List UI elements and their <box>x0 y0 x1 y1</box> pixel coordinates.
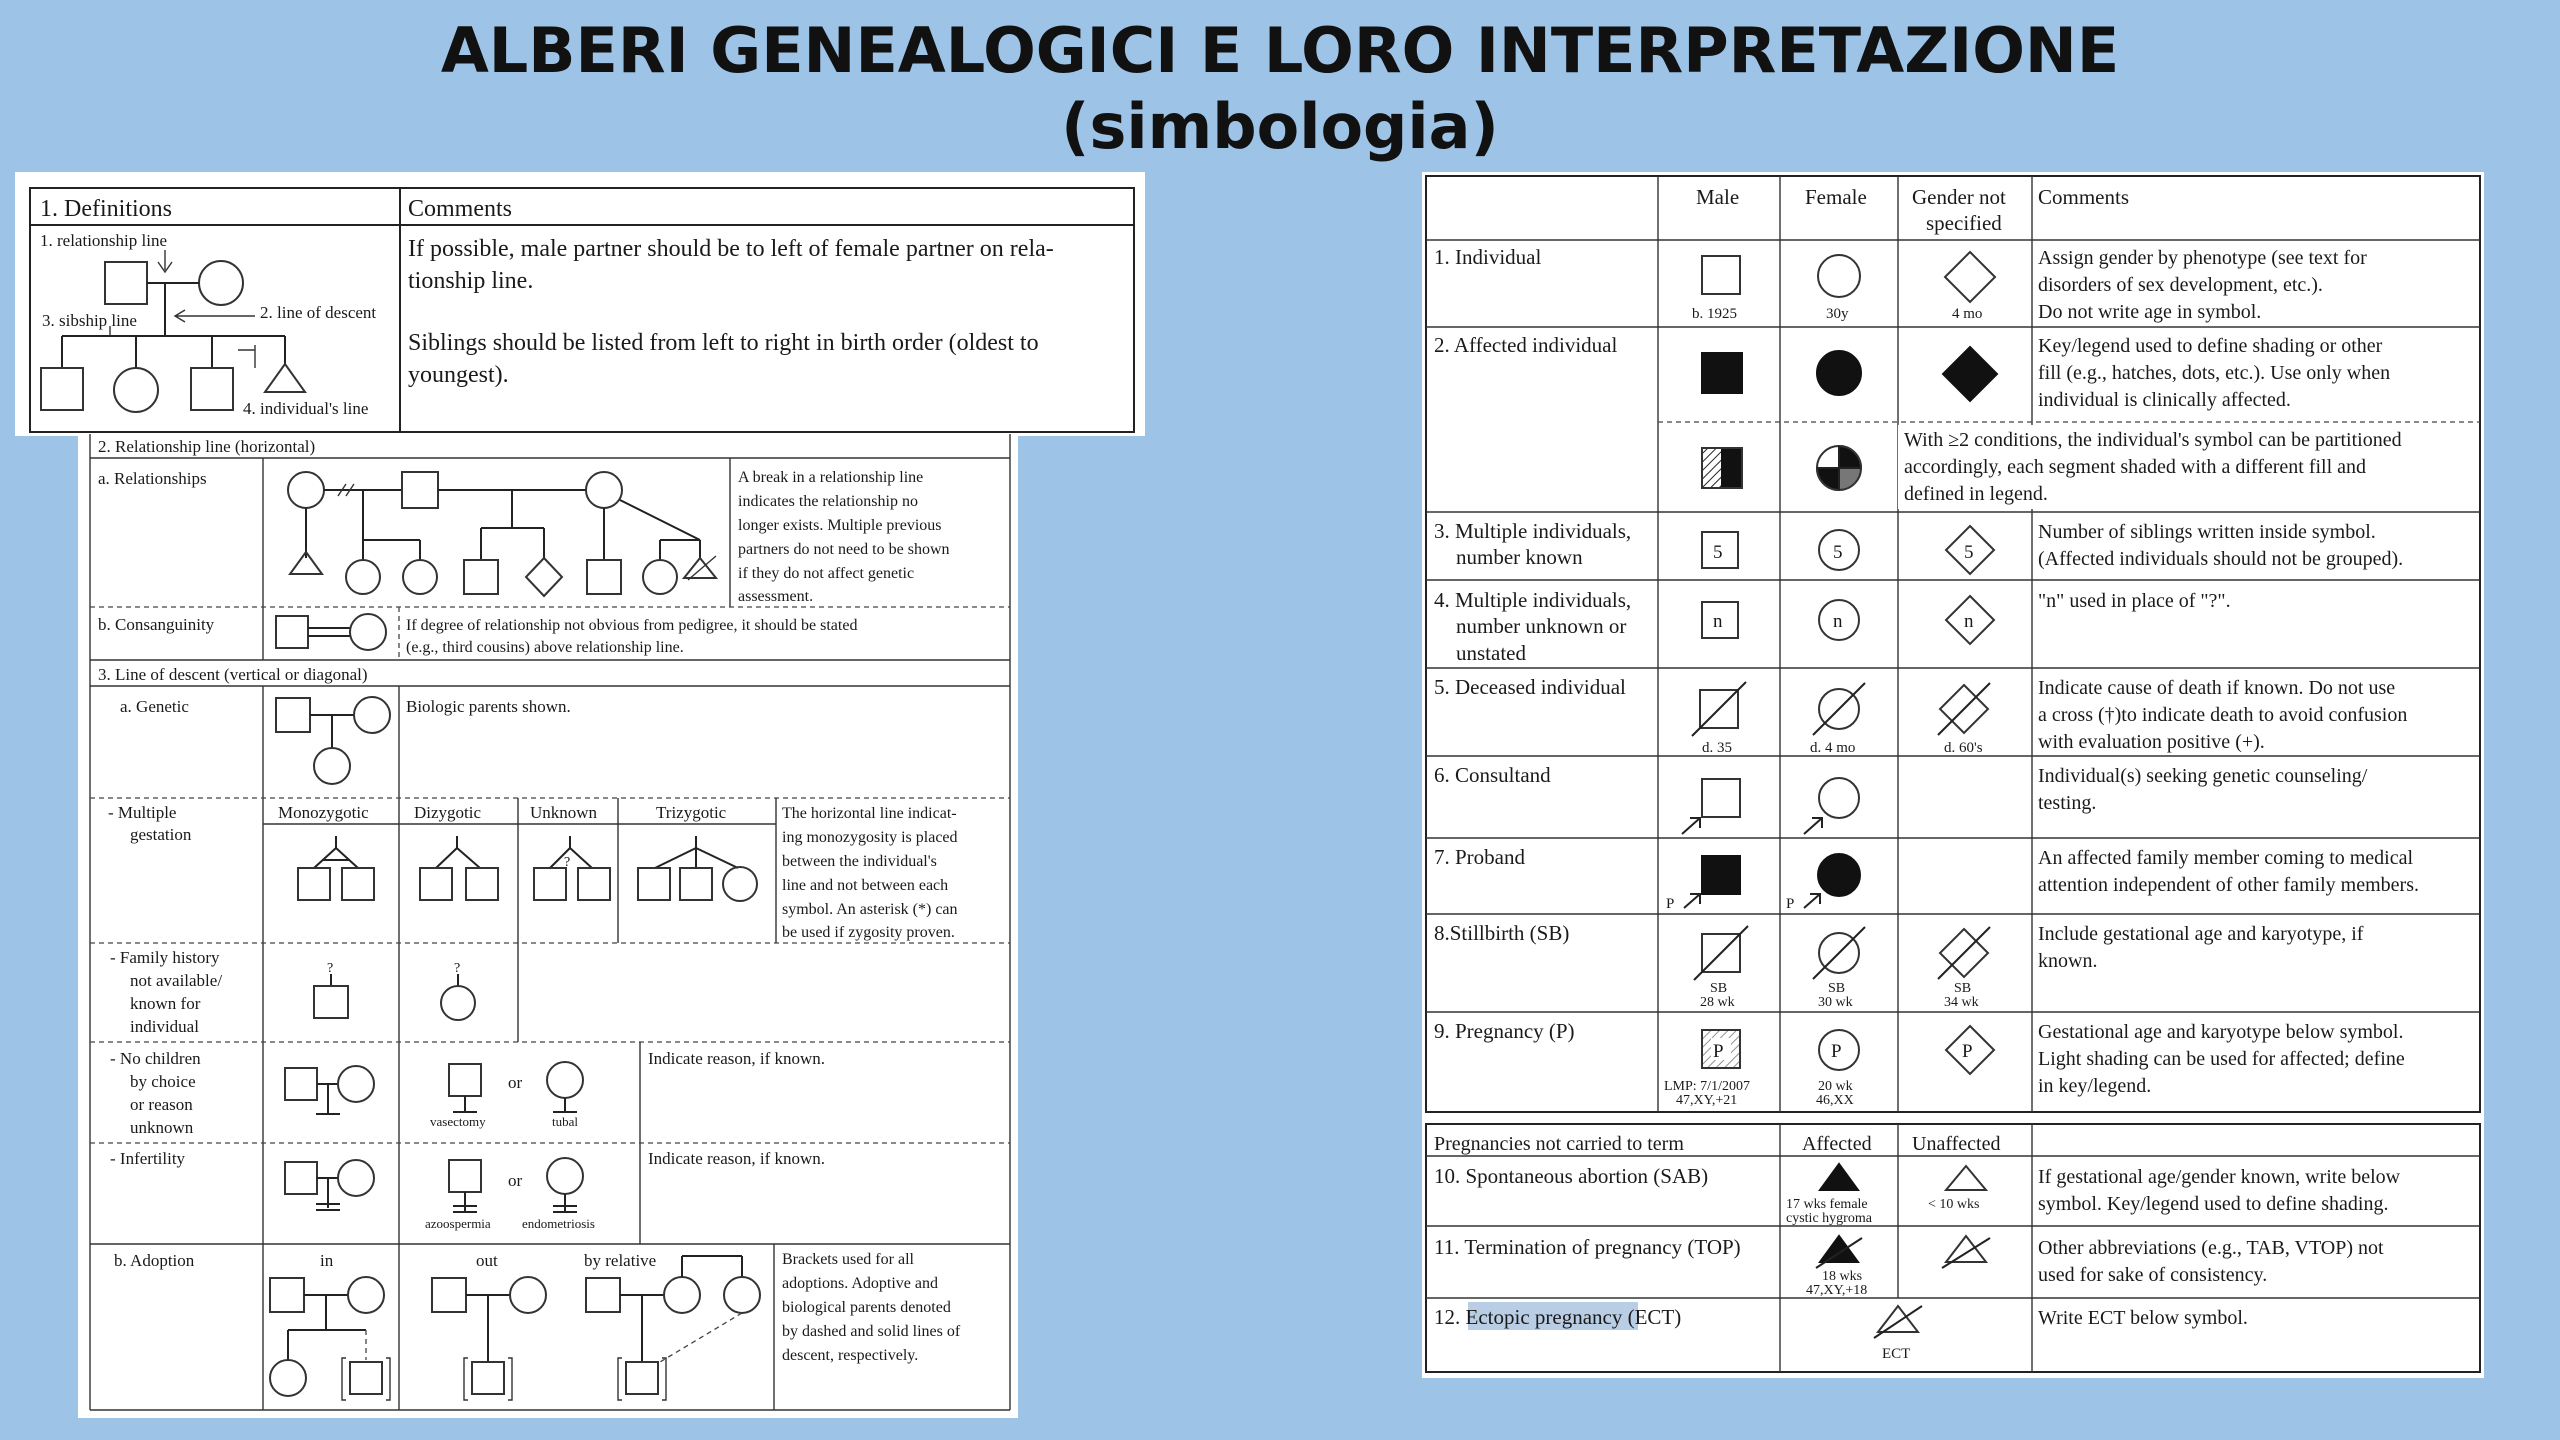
def-comment-4: youngest). <box>408 362 509 388</box>
male-header: Male <box>1696 185 1740 209</box>
r11-comment-1: Other abbreviations (e.g., TAB, VTOP) not <box>2038 1237 2384 1259</box>
def-comment-2: tionship line. <box>408 268 534 294</box>
deceased-gns-age: d. 60's <box>1944 740 1983 756</box>
r8-comment-1: Include gestational age and karyotype, if <box>2038 923 2364 945</box>
consultand-label: 6. Consultand <box>1434 763 1551 787</box>
rel-comment-2: indicates the relationship no <box>738 493 918 510</box>
nochildren-comment: Indicate reason, if known. <box>648 1049 826 1068</box>
r1-comment-3: Do not write age in symbol. <box>2038 301 2262 323</box>
relationships-label: a. Relationships <box>98 469 207 488</box>
r3-comment-1: Number of siblings written inside symbol. <box>2038 521 2376 543</box>
r1-comment-1: Assign gender by phenotype (see text for <box>2038 247 2367 269</box>
multiple-unknown-label-1: 4. Multiple individuals, <box>1434 588 1632 612</box>
pregnancy-label: 9. Pregnancy (P) <box>1434 1019 1575 1043</box>
rel-comment-4: partners do not need to be shown <box>738 541 950 558</box>
adopt-in-header: in <box>320 1251 334 1270</box>
r8-comment-2: known. <box>2038 950 2098 972</box>
unaffected-header: Unaffected <box>1912 1133 2001 1155</box>
definitions-header: 1. Definitions <box>40 196 172 222</box>
sab-label: 10. Spontaneous abortion (SAB) <box>1434 1164 1709 1188</box>
r4-comment-1: "n" used in place of "?". <box>2038 590 2231 612</box>
proband-p-female: P <box>1786 896 1795 912</box>
adoption-label: b. Adoption <box>114 1251 195 1270</box>
mult-comment-1: The horizontal line indicat- <box>782 805 957 822</box>
preg-male-1: LMP: 7/1/2007 <box>1664 1079 1750 1094</box>
ect-label <box>1434 1305 1681 1329</box>
individual-female-age: 30y <box>1826 306 1849 322</box>
rel-comment-6: assessment. <box>738 588 814 605</box>
rel-comment-5: if they do not affect genetic <box>738 565 915 582</box>
monozygotic-header: Monozygotic <box>278 803 369 822</box>
nochildren-label-4: unknown <box>130 1118 194 1137</box>
individual-gns-age: 4 mo <box>1952 306 1983 322</box>
cons-comment-2: (e.g., third cousins) above relationship line. <box>406 639 684 656</box>
comments-header-right: Comments <box>2038 185 2130 209</box>
adopt-byrel-header: by relative <box>584 1251 657 1270</box>
top-affected-2: 47,XY,+18 <box>1806 1283 1868 1298</box>
unknown-header: Unknown <box>530 803 598 822</box>
ect-symbol-label: ECT <box>1882 1346 1911 1362</box>
multiple-known-label-1: 3. Multiple individuals, <box>1434 519 1632 543</box>
r3-count-gns: 5 <box>1964 542 1974 563</box>
label-line-of-descent: 2. line of descent <box>260 303 377 322</box>
label-relationship-line: 1. relationship line <box>40 231 168 250</box>
rel-comment-3: longer exists. Multiple previous <box>738 517 942 534</box>
sab-unaffected: < 10 wks <box>1928 1197 1980 1212</box>
r2-comment-1: Key/legend used to define shading or other <box>2038 335 2383 357</box>
preg-female-2: 46,XX <box>1816 1093 1854 1108</box>
r2b-comment-2: accordingly, each segment shaded with a different fill and <box>1904 456 2367 478</box>
multiple-label-1: - Multiple <box>108 803 177 822</box>
sb-male-1: SB <box>1710 981 1728 996</box>
title-line-1: ALBERI GENEALOGICI E LORO INTERPRETAZIONE <box>440 14 2120 87</box>
r7-comment-2: attention independent of other family members. <box>2038 874 2419 896</box>
adopt-comment-2: adoptions. Adoptive and <box>782 1275 938 1292</box>
r2b-comment-3: defined in legend. <box>1904 483 2048 505</box>
r4-count-gns: n <box>1964 611 1974 632</box>
r6-comment-2: testing. <box>2038 792 2097 814</box>
r3-comment-2: (Affected individuals should not be grouped). <box>2038 548 2404 570</box>
mult-comment-3: between the individual's <box>782 853 937 870</box>
infertility-label: - Infertility <box>110 1149 186 1168</box>
nochildren-label-1: - No children <box>110 1049 201 1068</box>
adopt-comment-1: Brackets used for all <box>782 1251 914 1268</box>
ect-label-highlight: Ectopic pregnancy <box>1465 1305 1623 1329</box>
comments-header: Comments <box>408 196 513 222</box>
pregnancies-not-to-term-table <box>1426 1124 2480 1372</box>
r4-count-male: n <box>1713 611 1723 632</box>
top-affected-1: 18 wks <box>1822 1269 1863 1284</box>
r2-comment-2: fill (e.g., hatches, dots, etc.). Use only when <box>2038 362 2391 384</box>
deceased-male-age: d. 35 <box>1702 740 1732 756</box>
adopt-out-header: out <box>476 1251 498 1270</box>
stillbirth-label: 8.Stillbirth (SB) <box>1434 921 1570 945</box>
r10-comment-1: If gestational age/gender known, write below <box>2038 1166 2401 1188</box>
def-comment-3: Siblings should be listed from left to right in birth order (oldest to <box>408 330 1039 356</box>
sab-affected-2: cystic hygroma <box>1786 1211 1872 1226</box>
sec3-heading: 3. Line of descent (vertical or diagonal) <box>98 665 368 684</box>
sb-gns-2: 34 wk <box>1944 995 1979 1010</box>
multiple-label-2: gestation <box>130 825 192 844</box>
endometriosis-label: endometriosis <box>522 1216 595 1231</box>
r9-comment-2: Light shading can be used for affected; define <box>2038 1048 2405 1070</box>
top-label: 11. Termination of pregnancy (TOP) <box>1434 1235 1741 1259</box>
deceased-label: 5. Deceased individual <box>1434 675 1626 699</box>
ect-label-prefix: 12. <box>1434 1305 1466 1329</box>
pregnancies-header: Pregnancies not carried to term <box>1434 1133 1684 1155</box>
female-header: Female <box>1805 185 1867 209</box>
proband-p-male: P <box>1666 896 1675 912</box>
r2b-comment-1: With ≥2 conditions, the individual's symbol can be partitioned <box>1904 429 2402 451</box>
mult-comment-2: ing monozygosity is placed <box>782 829 958 846</box>
or-text-2: or <box>508 1171 523 1190</box>
famhist-label-2: not available/ <box>130 971 223 990</box>
ect-label-suffix: (ECT) <box>1622 1305 1682 1329</box>
deceased-female-age: d. 4 mo <box>1810 740 1856 756</box>
affected-label: 2. Affected individual <box>1434 333 1618 357</box>
sb-male-2: 28 wk <box>1700 995 1735 1010</box>
preg-male-2: 47,XY,+21 <box>1676 1093 1738 1108</box>
genetic-comment: Biologic parents shown. <box>406 697 571 716</box>
trizygotic-header: Trizygotic <box>656 803 727 822</box>
proband-label: 7. Proband <box>1434 845 1525 869</box>
famhist-label-4: individual <box>130 1017 199 1036</box>
r5-comment-1: Indicate cause of death if known. Do not use <box>2038 677 2396 699</box>
title-line-2: (simbologia) <box>1061 90 1499 163</box>
gender-not-specified-header-2: specified <box>1926 211 2002 235</box>
r7-comment-1: An affected family member coming to medical <box>2038 847 2414 869</box>
label-sibship-line: 3. sibship line <box>42 311 137 330</box>
tubal-label: tubal <box>552 1114 578 1129</box>
azoospermia-label: azoospermia <box>425 1216 491 1231</box>
label-individual-line: 4. individual's line <box>243 399 369 418</box>
preg-female-1: 20 wk <box>1818 1079 1853 1094</box>
fam-question-mark-1: ? <box>327 961 334 976</box>
multiple-unknown-label-2: number unknown or <box>1456 614 1627 638</box>
sb-female-2: 30 wk <box>1818 995 1853 1010</box>
r12-comment-1: Write ECT below symbol. <box>2038 1307 2248 1329</box>
sb-female-1: SB <box>1828 981 1846 996</box>
dizygotic-header: Dizygotic <box>414 803 482 822</box>
sb-gns-1: SB <box>1954 981 1972 996</box>
r5-comment-2: a cross (†)to indicate death to avoid confusion <box>2038 704 2408 726</box>
adopt-comment-5: descent, respectively. <box>782 1347 919 1364</box>
r3-count-male: 5 <box>1713 542 1723 563</box>
mult-comment-4: line and not between each <box>782 877 949 894</box>
genetic-label: a. Genetic <box>120 697 189 716</box>
r10-comment-2: symbol. Key/legend used to define shading. <box>2038 1193 2389 1215</box>
preg-p-gns: P <box>1962 1041 1973 1062</box>
individual-label: 1. Individual <box>1434 245 1542 269</box>
nochildren-label-3: or reason <box>130 1095 193 1114</box>
sec2-heading: 2. Relationship line (horizontal) <box>98 437 316 456</box>
cons-comment-1: If degree of relationship not obvious from pedigree, it should be stated <box>406 617 858 634</box>
main-symbol-table <box>1426 176 2480 1112</box>
consanguinity-label: b. Consanguinity <box>98 615 215 634</box>
infertility-comment: Indicate reason, if known. <box>648 1149 826 1168</box>
r1-comment-2: disorders of sex development, etc.). <box>2038 274 2323 296</box>
r3-count-female: 5 <box>1833 542 1843 563</box>
r6-comment-1: Individual(s) seeking genetic counseling/ <box>2038 765 2368 787</box>
unknown-question-mark: ? <box>564 855 571 870</box>
sab-affected-1: 17 wks female <box>1786 1197 1868 1212</box>
r9-comment-1: Gestational age and karyotype below symbol. <box>2038 1021 2404 1043</box>
affected-header: Affected <box>1802 1133 1872 1155</box>
or-text-1: or <box>508 1073 523 1092</box>
adopt-comment-4: by dashed and solid lines of <box>782 1323 961 1340</box>
r5-comment-3: with evaluation positive (+). <box>2038 731 2265 753</box>
def-comment-1: If possible, male partner should be to left of female partner on rela- <box>408 236 1054 262</box>
rel-comment-1: A break in a relationship line <box>738 469 924 486</box>
famhist-label-3: known for <box>130 994 201 1013</box>
nochildren-label-2: by choice <box>130 1072 196 1091</box>
adopt-comment-3: biological parents denoted <box>782 1299 951 1316</box>
preg-p-male: P <box>1713 1041 1724 1062</box>
multiple-known-label-2: number known <box>1456 545 1583 569</box>
r2-comment-3: individual is clinically affected. <box>2038 389 2291 411</box>
partitioned-symbols <box>1702 446 1861 490</box>
multiple-unknown-label-3: unstated <box>1456 641 1526 665</box>
preg-p-female: P <box>1831 1041 1842 1062</box>
fam-question-mark-2: ? <box>454 961 461 976</box>
individual-male-age: b. 1925 <box>1692 306 1737 322</box>
vasectomy-label: vasectomy <box>430 1114 486 1129</box>
r9-comment-3: in key/legend. <box>2038 1075 2152 1097</box>
r11-comment-2: used for sake of consistency. <box>2038 1264 2268 1286</box>
famhist-label-1: - Family history <box>110 948 220 967</box>
r4-count-female: n <box>1833 611 1843 632</box>
mult-comment-5: symbol. An asterisk (*) can <box>782 901 958 918</box>
gender-not-specified-header-1: Gender not <box>1912 185 2006 209</box>
mult-comment-6: be used if zygosity proven. <box>782 924 955 941</box>
